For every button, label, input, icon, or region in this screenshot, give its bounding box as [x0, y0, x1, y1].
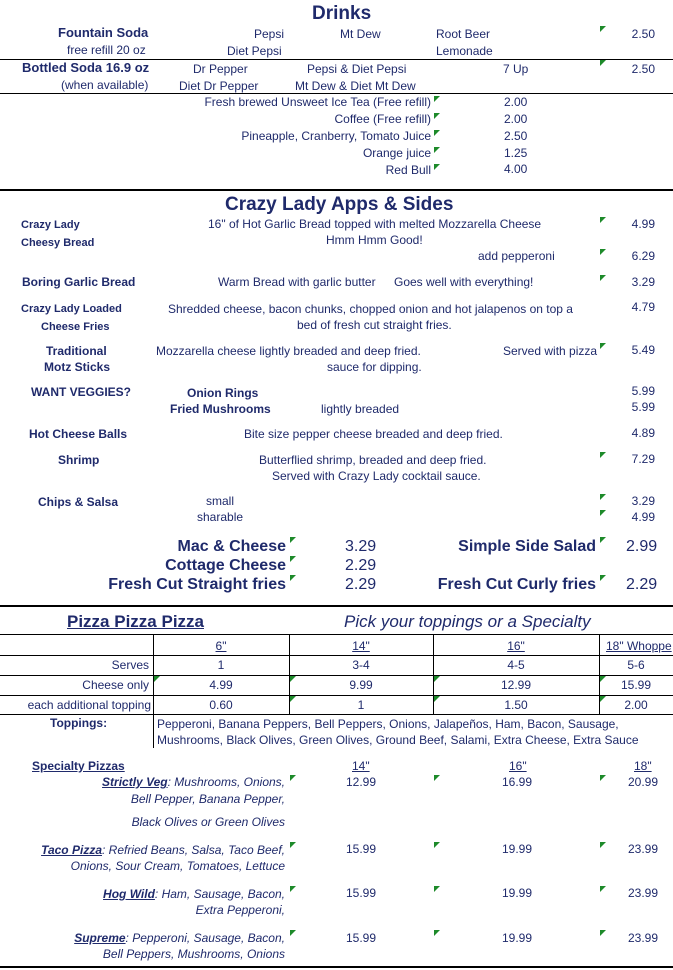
cell-marker	[434, 775, 440, 781]
item-price: 4.79	[631, 300, 655, 314]
cell-marker	[600, 510, 606, 516]
row-label: Serves	[111, 658, 149, 672]
cell-marker	[290, 537, 296, 543]
specialty-desc: : Refried Beans, Salsa, Taco Beef,	[102, 843, 285, 857]
side-price: 2.99	[626, 538, 658, 555]
specialty-price: 23.99	[627, 931, 658, 945]
cell-marker	[600, 217, 606, 223]
side-name: Fresh Cut Straight fries	[108, 576, 286, 593]
cell-marker	[434, 842, 440, 848]
specialty-size: 18"	[634, 759, 652, 773]
size-header: 16"	[507, 639, 525, 653]
size-header: 6"	[215, 639, 227, 653]
row-value: 1.50	[504, 698, 528, 712]
item-desc: Butterflied shrimp, breaded and deep fried.	[259, 453, 487, 467]
specialty-desc: Bell Peppers, Mushrooms, Onions	[102, 947, 285, 961]
specialty-price: 23.99	[627, 842, 658, 856]
specialty-name: Strictly Veg	[102, 775, 168, 789]
fountain-flavor: Root Beer	[436, 27, 491, 41]
item-price: 4.89	[631, 426, 655, 440]
pizza-title: Pizza Pizza Pizza	[67, 612, 204, 631]
size-header: 18" Whoppe	[606, 639, 672, 653]
section-divider	[0, 189, 673, 191]
specialty-item	[0, 887, 285, 901]
toppings-list: Mushrooms, Black Olives, Green Olives, Ground Beef, Salami, Extra Cheese, Extra Sauce	[157, 733, 639, 747]
specialty-desc: : Pepperoni, Sausage, Bacon,	[125, 931, 285, 945]
specialty-label: Specialty Pizzas	[32, 759, 125, 773]
side-price: 2.29	[345, 557, 377, 574]
cell-marker	[434, 147, 440, 153]
drink-name: Fresh brewed Unsweet Ice Tea (Free refill)	[204, 95, 431, 109]
cell-marker	[600, 494, 606, 500]
row-value: 4.99	[209, 678, 233, 692]
cell-marker	[290, 556, 296, 562]
row-value: 5-6	[627, 658, 645, 672]
specialty-price: 19.99	[502, 931, 533, 945]
fountain-flavor: Mt Dew	[340, 27, 381, 41]
item-desc: lightly breaded	[321, 402, 400, 416]
drink-name: Pineapple, Cranberry, Tomato Juice	[241, 129, 431, 143]
cell-marker	[600, 842, 606, 848]
item-desc: Hmm Hmm Good!	[326, 233, 423, 247]
drink-name: Red Bull	[385, 163, 431, 177]
item-price: 5.99	[631, 384, 655, 398]
bottled-price: 2.50	[631, 62, 655, 76]
drink-price: 2.50	[504, 129, 528, 143]
item-addon: add pepperoni	[478, 249, 555, 263]
item-price: 4.99	[631, 510, 655, 524]
row-value: 12.99	[500, 678, 532, 692]
specialty-price: 20.99	[627, 775, 658, 789]
specialty-name: Hog Wild	[103, 887, 155, 901]
cell-marker	[434, 130, 440, 136]
drink-price: 2.00	[504, 112, 528, 126]
bottled-flavor: 7 Up	[503, 62, 529, 76]
cell-marker	[600, 343, 606, 349]
fountain-price: 2.50	[631, 27, 655, 41]
item-desc: Served with pizza	[503, 344, 598, 358]
pizza-subtitle: Pick your toppings or a Specialty	[344, 612, 591, 631]
cell-marker	[290, 775, 296, 781]
item-desc: bed of fresh cut straight fries.	[297, 318, 452, 332]
item-desc: Shredded cheese, bacon chunks, chopped onion and hot jalapenos on top a	[168, 302, 573, 316]
drink-price: 1.25	[504, 146, 528, 160]
side-name: Simple Side Salad	[458, 538, 596, 555]
toppings-list: Pepperoni, Banana Peppers, Bell Peppers, Onions, Jalapeños, Ham, Bacon, Sausage,	[157, 717, 619, 731]
item-name: Onion Rings	[187, 386, 259, 400]
cell-marker	[600, 886, 606, 892]
row-value: 3-4	[352, 658, 370, 672]
side-name: Mac & Cheese	[177, 538, 286, 555]
item-name: Chips & Salsa	[38, 495, 119, 509]
fountain-soda-label: Fountain Soda	[58, 25, 149, 40]
item-name: WANT VEGGIES?	[31, 385, 132, 399]
specialty-price: 15.99	[346, 842, 377, 856]
item-price: 3.29	[631, 275, 655, 289]
drink-name: Orange juice	[362, 146, 431, 160]
cell-marker	[290, 886, 296, 892]
item-desc: 16" of Hot Garlic Bread topped with melted Mozzarella Cheese	[208, 217, 542, 231]
section-divider	[0, 966, 673, 968]
cell-marker	[434, 886, 440, 892]
cell-marker	[600, 930, 606, 936]
row-value: 15.99	[620, 678, 652, 692]
item-name: Motz Sticks	[44, 360, 111, 374]
item-price: 5.99	[631, 400, 655, 414]
table-line	[0, 655, 673, 656]
item-desc: Bite size pepper cheese breaded and deep fried.	[244, 427, 503, 441]
row-label: each additional topping	[27, 698, 151, 712]
row-value: 1	[217, 658, 225, 672]
side-price: 3.29	[345, 538, 377, 555]
specialty-item	[0, 775, 285, 789]
specialty-size: 14"	[352, 759, 370, 773]
item-desc: sauce for dipping.	[327, 360, 422, 374]
item-name: Shrimp	[58, 453, 100, 467]
specialty-item	[0, 931, 285, 945]
specialty-desc: : Ham, Sausage, Bacon,	[154, 887, 285, 901]
item-name: Hot Cheese Balls	[29, 427, 128, 441]
fountain-flavor: Diet Pepsi	[227, 44, 282, 58]
drink-name: Coffee (Free refill)	[334, 112, 431, 126]
item-name: Fried Mushrooms	[170, 402, 271, 416]
fountain-flavor: Lemonade	[436, 44, 493, 58]
toppings-label: Toppings:	[50, 716, 108, 730]
item-size: sharable	[197, 510, 244, 524]
row-value: 2.00	[624, 698, 648, 712]
table-line	[0, 675, 673, 676]
fountain-flavor: Pepsi	[254, 27, 285, 41]
apps-title: Crazy Lady Apps & Sides	[225, 194, 454, 215]
specialty-price: 15.99	[346, 886, 377, 900]
bottled-flavor: Pepsi & Diet Pepsi	[307, 62, 407, 76]
item-name: Crazy Lady Loaded	[21, 303, 122, 315]
drinks-title: Drinks	[312, 3, 372, 24]
item-name: Cheesy Bread	[21, 237, 95, 249]
cell-marker	[434, 96, 440, 102]
item-price: 3.29	[631, 494, 655, 508]
specialty-desc: Bell Pepper, Banana Pepper,	[130, 792, 285, 806]
item-name: Crazy Lady	[21, 219, 80, 231]
cell-marker	[600, 537, 606, 543]
bottled-soda-sub: (when available)	[61, 78, 149, 92]
table-line	[0, 634, 673, 635]
specialty-name: Supreme	[74, 931, 126, 945]
side-price: 2.29	[626, 576, 658, 593]
side-name: Cottage Cheese	[165, 557, 286, 574]
cell-marker	[290, 575, 296, 581]
drink-price: 2.00	[504, 95, 528, 109]
size-header: 14"	[352, 639, 370, 653]
bottled-flavor: Diet Dr Pepper	[179, 79, 259, 93]
side-name: Fresh Cut Curly fries	[437, 576, 596, 593]
specialty-desc: Extra Pepperoni,	[195, 903, 285, 917]
table-line	[0, 695, 673, 696]
specialty-desc: : Mushrooms, Onions,	[167, 775, 285, 789]
specialty-size: 16"	[509, 759, 527, 773]
bottled-soda-label: Bottled Soda 16.9 oz	[22, 60, 150, 75]
row-value: 1	[357, 698, 365, 712]
cell-marker	[600, 26, 606, 32]
specialty-price: 16.99	[502, 775, 533, 789]
bottled-flavor: Dr Pepper	[193, 62, 248, 76]
item-price: 7.29	[631, 452, 655, 466]
divider	[0, 93, 673, 94]
item-desc: Warm Bread with garlic butter	[218, 275, 376, 289]
cell-marker	[600, 575, 606, 581]
item-price: 4.99	[631, 217, 655, 231]
item-name: Boring Garlic Bread	[22, 275, 136, 289]
specialty-price: 19.99	[502, 842, 533, 856]
cell-marker	[600, 775, 606, 781]
row-value: 9.99	[349, 678, 373, 692]
section-divider	[0, 605, 673, 607]
specialty-price: 15.99	[346, 931, 377, 945]
cell-marker	[290, 842, 296, 848]
item-name: Traditional	[46, 344, 107, 358]
cell-marker	[600, 249, 606, 255]
specialty-name: Taco Pizza	[41, 843, 102, 857]
specialty-price: 23.99	[627, 886, 658, 900]
side-price: 2.29	[345, 576, 377, 593]
cell-marker	[434, 164, 440, 170]
item-desc: Mozzarella cheese lightly breaded and deep fried.	[156, 344, 421, 358]
item-name: Cheese Fries	[41, 321, 110, 333]
specialty-price: 19.99	[502, 886, 533, 900]
table-line	[0, 714, 673, 715]
item-size: small	[206, 494, 235, 508]
row-value: 0.60	[209, 698, 233, 712]
cell-marker	[600, 275, 606, 281]
drink-price: 4.00	[504, 162, 528, 176]
item-desc: Goes well with everything!	[394, 275, 534, 289]
fountain-soda-sub: free refill 20 oz	[67, 43, 146, 57]
cell-marker	[290, 930, 296, 936]
row-label: Cheese only	[82, 678, 149, 692]
specialty-desc: Black Olives or Green Olives	[131, 815, 285, 829]
row-value: 4-5	[507, 658, 525, 672]
cell-marker	[600, 60, 606, 66]
item-desc: Served with Crazy Lady cocktail sauce.	[272, 469, 481, 483]
cell-marker	[434, 930, 440, 936]
item-price: 6.29	[631, 249, 655, 263]
cell-marker	[600, 452, 606, 458]
bottled-flavor: Mt Dew & Diet Mt Dew	[295, 79, 416, 93]
cell-marker	[434, 113, 440, 119]
item-price: 5.49	[631, 343, 655, 357]
specialty-desc: Onions, Sour Cream, Tomatoes, Lettuce	[70, 859, 285, 873]
specialty-item	[0, 843, 285, 857]
specialty-price: 12.99	[346, 775, 377, 789]
